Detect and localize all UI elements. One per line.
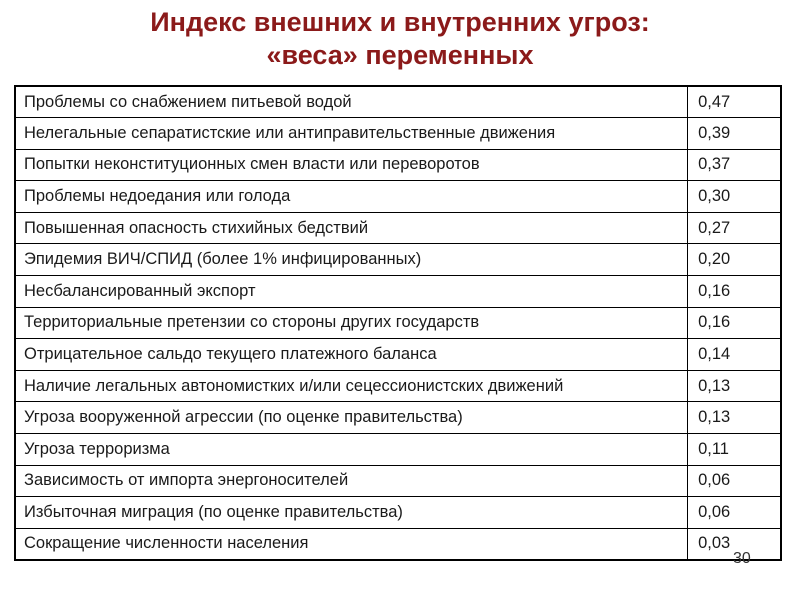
title-line-1: Индекс внешних и внутренних угроз: xyxy=(150,7,650,37)
table-row xyxy=(15,86,781,118)
table-row xyxy=(15,528,781,560)
page-number: 30 xyxy=(733,550,751,567)
table-row xyxy=(15,465,781,497)
table-row xyxy=(15,212,781,244)
variable-name: Угроза терроризма xyxy=(15,434,688,466)
variable-name: Нелегальные сепаратистские или антиправительственные движения xyxy=(15,118,688,150)
weights-table-body xyxy=(15,86,781,560)
variable-weight: 0,11 xyxy=(688,434,781,466)
title-line-2: «веса» переменных xyxy=(266,40,534,70)
variable-name: Наличие легальных автономистких и/или сецессионистских движений xyxy=(15,370,688,402)
variable-name: Эпидемия ВИЧ/СПИД (более 1% инфицированных) xyxy=(15,244,688,276)
variable-weight: 0,30 xyxy=(688,181,781,213)
table-row xyxy=(15,118,781,150)
weights-table xyxy=(14,85,782,561)
variable-weight: 0,16 xyxy=(688,276,781,308)
variable-name: Территориальные претензии со стороны других государств xyxy=(15,307,688,339)
table-row xyxy=(15,497,781,529)
variable-weight: 0,03 xyxy=(688,528,781,560)
variable-name: Отрицательное сальдо текущего платежного баланса xyxy=(15,339,688,371)
variable-name: Зависимость от импорта энергоносителей xyxy=(15,465,688,497)
table-row xyxy=(15,276,781,308)
table-row xyxy=(15,402,781,434)
variable-weight: 0,37 xyxy=(688,149,781,181)
variable-name: Сокращение численности населения xyxy=(15,528,688,560)
table-row xyxy=(15,339,781,371)
table-row xyxy=(15,370,781,402)
variable-weight: 0,14 xyxy=(688,339,781,371)
variable-weight: 0,27 xyxy=(688,212,781,244)
variable-weight: 0,39 xyxy=(688,118,781,150)
table-row xyxy=(15,434,781,466)
variable-name: Проблемы со снабжением питьевой водой xyxy=(15,86,688,118)
variable-weight: 0,47 xyxy=(688,86,781,118)
variable-name: Избыточная миграция (по оценке правительства) xyxy=(15,497,688,529)
variable-name: Несбалансированный экспорт xyxy=(15,276,688,308)
variable-weight: 0,16 xyxy=(688,307,781,339)
variable-weight: 0,13 xyxy=(688,370,781,402)
table-row xyxy=(15,244,781,276)
variable-name: Попытки неконституционных смен власти или переворотов xyxy=(15,149,688,181)
variable-weight: 0,13 xyxy=(688,402,781,434)
variable-name: Угроза вооруженной агрессии (по оценке правительства) xyxy=(15,402,688,434)
table-row xyxy=(15,181,781,213)
slide-title xyxy=(0,6,800,72)
variable-weight: 0,06 xyxy=(688,465,781,497)
table-row xyxy=(15,149,781,181)
variable-weight: 0,06 xyxy=(688,497,781,529)
variable-name: Проблемы недоедания или голода xyxy=(15,181,688,213)
variable-name: Повышенная опасность стихийных бедствий xyxy=(15,212,688,244)
table-row xyxy=(15,307,781,339)
variable-weight: 0,20 xyxy=(688,244,781,276)
